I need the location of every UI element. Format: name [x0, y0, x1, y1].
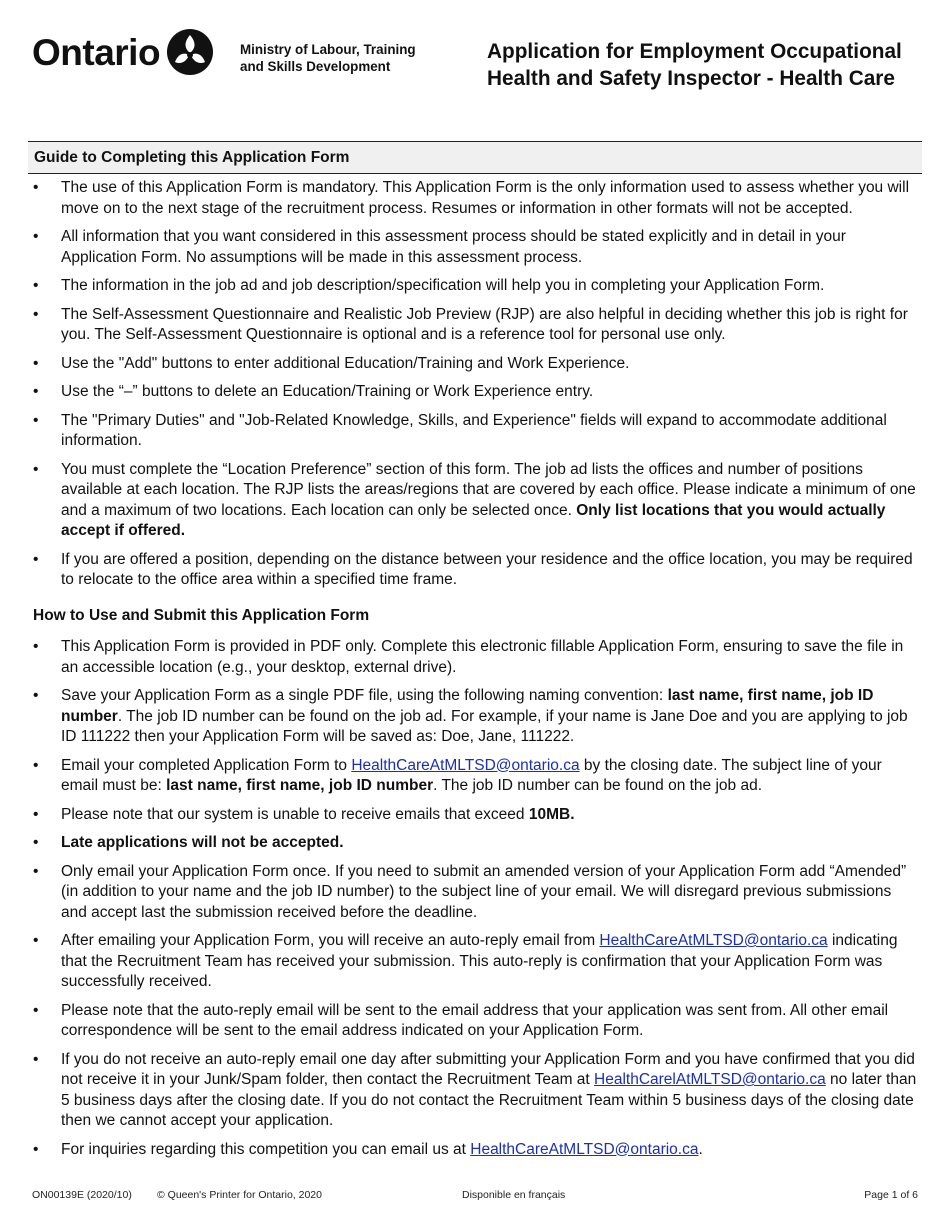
email-text-b: by the closing date. The subject line of your email must be: [61, 756, 882, 794]
guide-item-explicit: • All information that you want considered in this assessment process should be stated explicitly and in detail in your Application Form. No assumptions will be made in this assessment process. [33, 227, 921, 268]
inquiry-period: . [698, 1140, 703, 1158]
email-link[interactable]: HealthCareAtMLTSD@ontario.ca [351, 756, 580, 774]
save-naming-convention: last name, first name, job ID number [61, 687, 874, 725]
guide-item-fields-expand: • The "Primary Duties" and "Job-Related Knowledge, Skills, and Experience" fields will expand to accommodate additional information. [33, 411, 921, 452]
guide-item-location [33, 460, 921, 542]
noreply-text-a: If you do not receive an auto-reply email one day after submitting your Application Form and you have confirmed that you did not receive it in your Junk/Spam folder, then contact the Recruitment Team at [61, 1050, 915, 1088]
email-text-d: . The job ID number can be found on the job ad. [433, 777, 763, 794]
auto-text-b: indicating that the Recruitment Team has received your submission. This auto-reply is confirmation that your Application Form was successfully received. [61, 932, 898, 990]
guide-section-header [28, 141, 922, 174]
howto-item-email-once: • Only email your Application Form once. If you need to submit an amended version of your Application Form add “Amended” (in addition to your name and the job ID number) to the subject line of your email. We will disregard previous submissions and accept last the submission received before the deadline. [33, 862, 921, 924]
page-header [0, 0, 950, 140]
ministry-name [240, 41, 460, 75]
howto-heading: How to Use and Submit this Application Form [33, 606, 370, 624]
trillium-logo-icon [166, 28, 214, 76]
noreply-text-b: no later than 5 business days after the closing date. If you do not contact the Recruitment Team within 5 business days of the closing date then we cannot accept your application. [61, 1071, 917, 1129]
guide-list [33, 178, 921, 591]
howto-item-late [33, 833, 921, 854]
french-availability: Disponible en français [462, 1189, 566, 1201]
page-footer [32, 1189, 918, 1205]
howto-item-size-limit [33, 805, 921, 826]
copyright: © Queen's Printer for Ontario, 2020 [157, 1189, 322, 1201]
howto-list [33, 637, 921, 1160]
recruitment-team-link[interactable]: HealthCarelAtMLTSD@ontario.ca [594, 1071, 826, 1088]
size-text: Please note that our system is unable to receive emails that exceed [61, 805, 525, 823]
ministry-line-1: Ministry of Labour, Training [240, 42, 416, 57]
guide-item-self-assessment: • The Self-Assessment Questionnaire and Realistic Job Preview (RJP) are also helpful in deciding whether this job is right for you. The Self-Assessment Questionnaire is optional and is a reference tool for personal use only. [33, 305, 921, 346]
guide-item-add-buttons: • Use the "Add" buttons to enter additional Education/Training and Work Experience. [33, 354, 921, 375]
document-title [487, 38, 937, 92]
save-text-a: Save your Application Form as a single PDF file, using the following naming convention: [61, 687, 664, 704]
inquiry-text: For inquiries regarding this competition you can email us at [61, 1140, 466, 1158]
howto-item-pdf-only: • This Application Form is provided in PDF only. Complete this electronic fillable Application Form, ensuring to save the file in an accessible location (e.g., your desktop, external drive). [33, 637, 921, 678]
howto-item-inquiries [33, 1140, 921, 1161]
location-bold: Only list locations that you would actually accept if offered. [61, 501, 886, 539]
inquiry-link[interactable]: HealthCareAtMLTSD@ontario.ca [470, 1140, 699, 1158]
ministry-line-2: and Skills Development [240, 59, 391, 74]
email-subject-format: last name, first name, job ID number [166, 777, 434, 794]
email-text-a: Email your completed Application Form to [61, 756, 348, 774]
size-limit-value: 10MB. [528, 805, 575, 823]
form-id: ON00139E (2020/10) [32, 1189, 132, 1201]
howto-item-email [33, 756, 921, 797]
guide-item-job-ad: • The information in the job ad and job description/specification will help you in completing your Application Form. [33, 276, 921, 297]
save-text-c: . The job ID number can be found on the job ad. For example, if your name is Jane Doe and you are applying to job ID 111222 then your Application Form will be saved as: Doe, Jane, 111222. [61, 707, 908, 745]
auto-text-a: After emailing your Application Form, you will receive an auto-reply email from [61, 932, 596, 949]
ontario-wordmark: Ontario [32, 32, 161, 73]
document-title-line-1: Application for Employment Occupational [487, 40, 902, 63]
howto-item-reply-address: • Please note that the auto-reply email will be sent to the email address that your application was sent from. All other email correspondence will be sent to the email address indicated on your Application Form. [33, 1001, 921, 1042]
page-number: Page 1 of 6 [864, 1189, 918, 1201]
document-title-line-2: Health and Safety Inspector - Health Care [487, 67, 895, 90]
guide-heading: Guide to Completing this Application Form [34, 149, 350, 166]
howto-item-save [33, 686, 921, 748]
howto-item-auto-reply [33, 931, 921, 993]
guide-item-delete-buttons: • Use the “–” buttons to delete an Education/Training or Work Experience entry. [33, 382, 921, 403]
guide-item-mandatory: • The use of this Application Form is mandatory. This Application Form is the only information used to assess whether you will move on to the next stage of the recruitment process. Resumes or information in other formats will not be accepted. [33, 178, 921, 219]
location-text: You must complete the “Location Preference” section of this form. The job ad lists the offices and number of positions available at each location. The RJP lists the areas/regions that are covered by each office. Please indicate a minimum of one and a maximum of two locations. Each location can only be selected once. [61, 460, 916, 519]
howto-item-no-reply [33, 1050, 921, 1132]
page-content [33, 178, 921, 1168]
guide-item-relocate: • If you are offered a position, depending on the distance between your residence and the office location, you may be required to relocate to the office area within a specified time frame. [33, 550, 921, 591]
auto-reply-link[interactable]: HealthCareAtMLTSD@ontario.ca [599, 932, 828, 949]
late-text: Late applications will not be accepted. [61, 834, 344, 851]
